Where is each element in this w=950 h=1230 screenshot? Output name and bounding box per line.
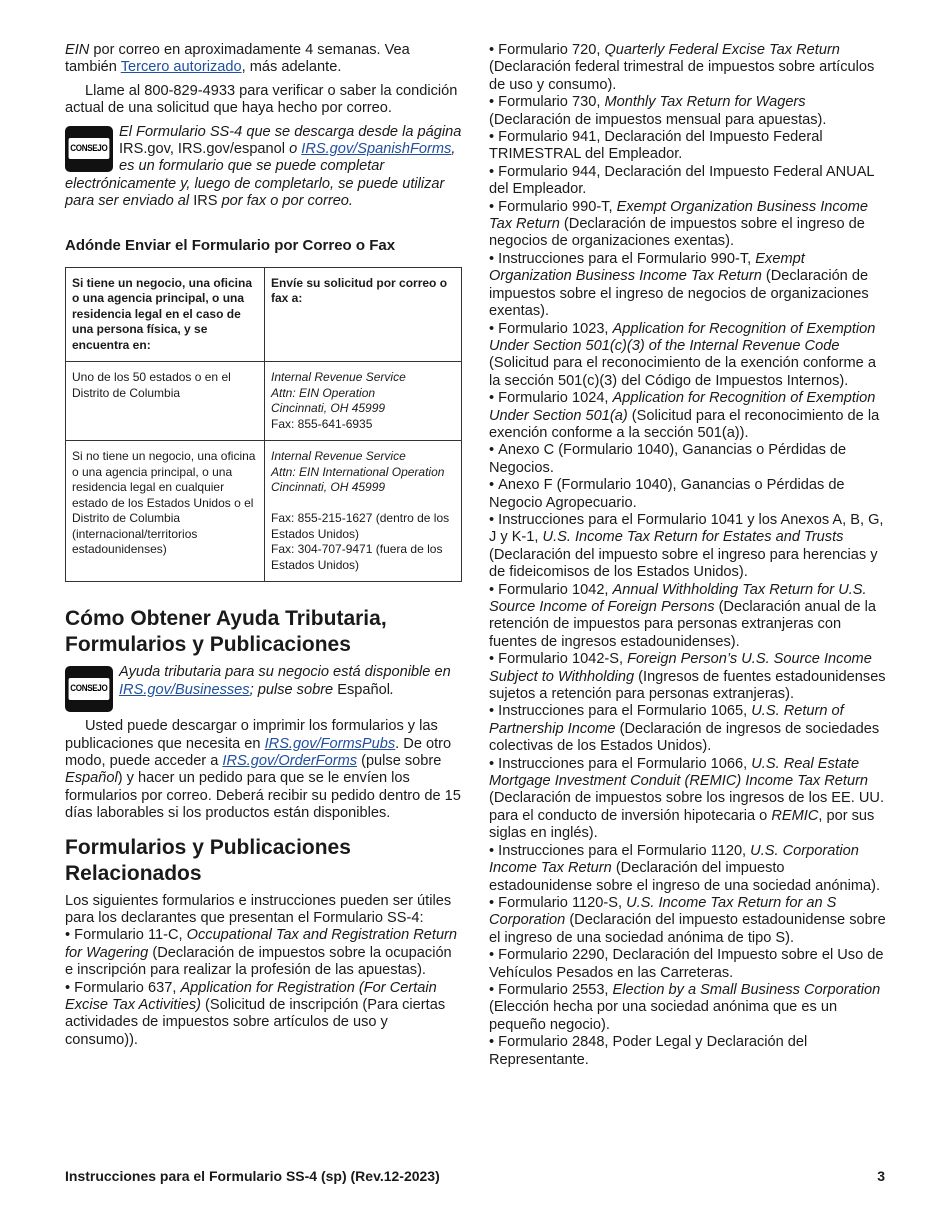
table-header-cell: Si tiene un negocio, una oficina o una agencia principal, o una residencia legal en el caso de una persona física, y se encuentra en: <box>66 267 265 362</box>
list-item: • Formulario 1023, Application for Recognition of Exemption Under Section 501(c)(3) of the Internal Revenue Code (Solicitud para el reconocimiento de la exención conforme a la sección 501(c)(3) del Código de Impuestos Internos). <box>489 321 889 391</box>
table-header-row <box>66 267 462 362</box>
list-item: • Formulario 2553, Election by a Small Business Corporation (Elección hecha por una sociedad anónima que es un pequeño negocio). <box>489 982 889 1034</box>
section-heading: Cómo Obtener Ayuda Tributaria, Formularios y Publicaciones <box>65 607 387 657</box>
list-item: • Formulario 730, Monthly Tax Return for Wagers (Declaración de impuestos mensual para apuestas). <box>489 94 889 129</box>
tip-block <box>65 664 462 714</box>
list-item: • Instrucciones para el Formulario 1065, U.S. Return of Partnership Income (Declaración de ingresos de sociedades colectivas de los Estados Unidos). <box>489 703 889 755</box>
list-item: • Instrucciones para el Formulario 1041 y los Anexos A, B, G, J y K-1, U.S. Income Tax Return for Estates and Trusts (Declaración del impuesto sobre el ingreso para herencias y de fideicomisos de los Estados Unidos). <box>489 512 889 582</box>
list-item: • Formulario 1024, Application for Recognition of Exemption Under Section 501(a) (Solicitud para el reconocimiento de la exención conforme a la sección 501(a)). <box>489 390 889 442</box>
order-forms-link[interactable]: IRS.gov/OrderForms <box>222 752 358 769</box>
paragraph: Los siguientes formularios e instrucciones pueden ser útiles para los declarantes que presentan el Formulario SS-4: <box>65 892 452 926</box>
tip-text: Ayuda tributaria para su negocio está disponible en IRS.gov/Businesses; pulse sobre Español. <box>119 664 451 698</box>
section-heading: Formularios y Publicaciones Relacionados <box>65 835 351 885</box>
list-item: • Formulario 944, Declaración del Impuesto Federal ANUAL del Empleador. <box>489 164 889 199</box>
list-item: • Formulario 1120-S, U.S. Income Tax Return for an S Corporation (Declaración del impuesto estadounidense sobre el ingreso de una sociedad anónima de tipo S). <box>489 895 889 947</box>
left-column <box>65 42 462 1049</box>
list-item: • Formulario 941, Declaración del Impuesto Federal TRIMESTRAL del Empleador. <box>489 129 889 164</box>
table-row <box>66 362 462 441</box>
mailing-table <box>65 267 462 583</box>
list-item: • Formulario 1042, Annual Withholding Tax Return for U.S. Source Income of Foreign Persons (Declaración anual de la retención de impuestos para personas extranjeras con fuentes de ingresos estadounidenses). <box>489 582 889 652</box>
list-item: • Formulario 11-C, Occupational Tax and Registration Return for Wagering (Declaración de impuestos sobre la ocupación e inscripción para realizar la profesión de las apuestas). <box>65 927 462 979</box>
list-item: • Formulario 2290, Declaración del Impuesto sobre el Uso de Vehículos Pesados en las Carreteras. <box>489 947 889 982</box>
forms-pubs-link[interactable]: IRS.gov/FormsPubs <box>264 735 396 752</box>
list-item: • Anexo F (Formulario 1040), Ganancias o Pérdidas de Negocio Agropecuario. <box>489 477 889 512</box>
paragraph: EIN por correo en aproximadamente 4 semanas. Vea también Tercero autorizado, más adelante. <box>65 42 410 76</box>
tip-text: El Formulario SS-4 que se descarga desde la página IRS.gov, IRS.gov/espanol o IRS.gov/SpanishForms, es un formulario que se puede completar electrónicamente y, luego de completarlo, se puede utilizar para ser enviado al IRS por fax o por correo. <box>65 123 462 210</box>
table-row <box>66 441 462 582</box>
paragraph: Llame al 800-829-4933 para verificar o saber la condición actual de una solicitud que haya hecho por correo. <box>65 82 458 117</box>
table-cell: Internal Revenue Service Attn: EIN International Operation Cincinnati, OH 45999 Fax: 855-215-1627 (dentro de los Estados Unidos) Fax: 304-707-9471 (fuera de los Estados Unidos) <box>265 441 462 582</box>
footer-title: Instrucciones para el Formulario SS-4 (sp) (Rev.12-2023) <box>65 1168 440 1184</box>
list-item: • Formulario 637, Application for Registration (For Certain Excise Tax Activities) (Solicitud de inscripción (Para ciertas actividades de impuestos sobre artículos de uso y consumo)). <box>65 980 462 1050</box>
list-item: • Instrucciones para el Formulario 1066, U.S. Real Estate Mortgage Investment Conduit (REMIC) Income Tax Return (Declaración de impuestos sobre los ingresos de los EE. UU. para el conducto de inversión hipotecaria o REMIC, por sus siglas en inglés). <box>489 756 889 843</box>
consejo-icon: CONSEJO <box>65 666 113 712</box>
table-cell: Internal Revenue Service Attn: EIN Operation Cincinnati, OH 45999 Fax: 855-641-6935 <box>265 362 462 441</box>
tercero-autorizado-link[interactable]: Tercero autorizado <box>120 59 242 76</box>
list-item: • Anexo C (Formulario 1040), Ganancias o Pérdidas de Negocios. <box>489 442 889 477</box>
right-column <box>489 42 889 1069</box>
spanish-forms-link[interactable]: IRS.gov/SpanishForms <box>301 141 452 158</box>
table-cell: Si no tiene un negocio, una oficina o una agencia principal, o una residencia legal en cualquier estado de los Estados Unidos o el Distrito de Columbia (internacional/territorios estadounidenses) <box>66 441 265 582</box>
list-item: • Formulario 2848, Poder Legal y Declaración del Representante. <box>489 1034 889 1069</box>
table-header-cell: Envíe su solicitud por correo o fax a: <box>265 267 462 362</box>
list-item: • Formulario 1042-S, Foreign Person’s U.S. Source Income Subject to Withholding (Ingresos de fuentes estadounidenses sujetos a retención para personas extranjeras). <box>489 651 889 703</box>
mail-heading: Adónde Enviar el Formulario por Correo o Fax <box>65 236 396 254</box>
consejo-icon: CONSEJO <box>65 126 113 172</box>
page-number: 3 <box>877 1168 885 1184</box>
table-cell: Uno de los 50 estados o en el Distrito de Columbia <box>66 362 265 441</box>
list-item: • Instrucciones para el Formulario 1120, U.S. Corporation Income Tax Return (Declaración del impuesto estadounidense sobre el ingreso de una sociedad anónima). <box>489 843 889 895</box>
businesses-link[interactable]: IRS.gov/Businesses <box>119 681 250 698</box>
list-item: • Formulario 990-T, Exempt Organization Business Income Tax Return (Declaración de impuestos sobre el ingreso de negocios de organizaciones exentas). <box>489 199 889 251</box>
paragraph: Usted puede descargar o imprimir los formularios y las publicaciones que necesita en IRS.gov/FormsPubs. De otro modo, puede acceder a IRS.gov/OrderForms (pulse sobre Español) y hacer un pedido para que se le envíen los formularios por correo. Deberá recibir su pedido dentro de 15 días laborables si los productos están disponibles. <box>65 718 461 822</box>
list-item: • Instrucciones para el Formulario 990-T, Exempt Organization Business Income Tax Return (Declaración de impuestos sobre el ingreso de negocios de organizaciones exentas). <box>489 251 889 321</box>
tip-block <box>65 124 462 211</box>
list-item: • Formulario 720, Quarterly Federal Excise Tax Return (Declaración federal trimestral de impuestos sobre artículos de uso y consumo). <box>489 42 889 94</box>
page-footer <box>65 1168 885 1185</box>
